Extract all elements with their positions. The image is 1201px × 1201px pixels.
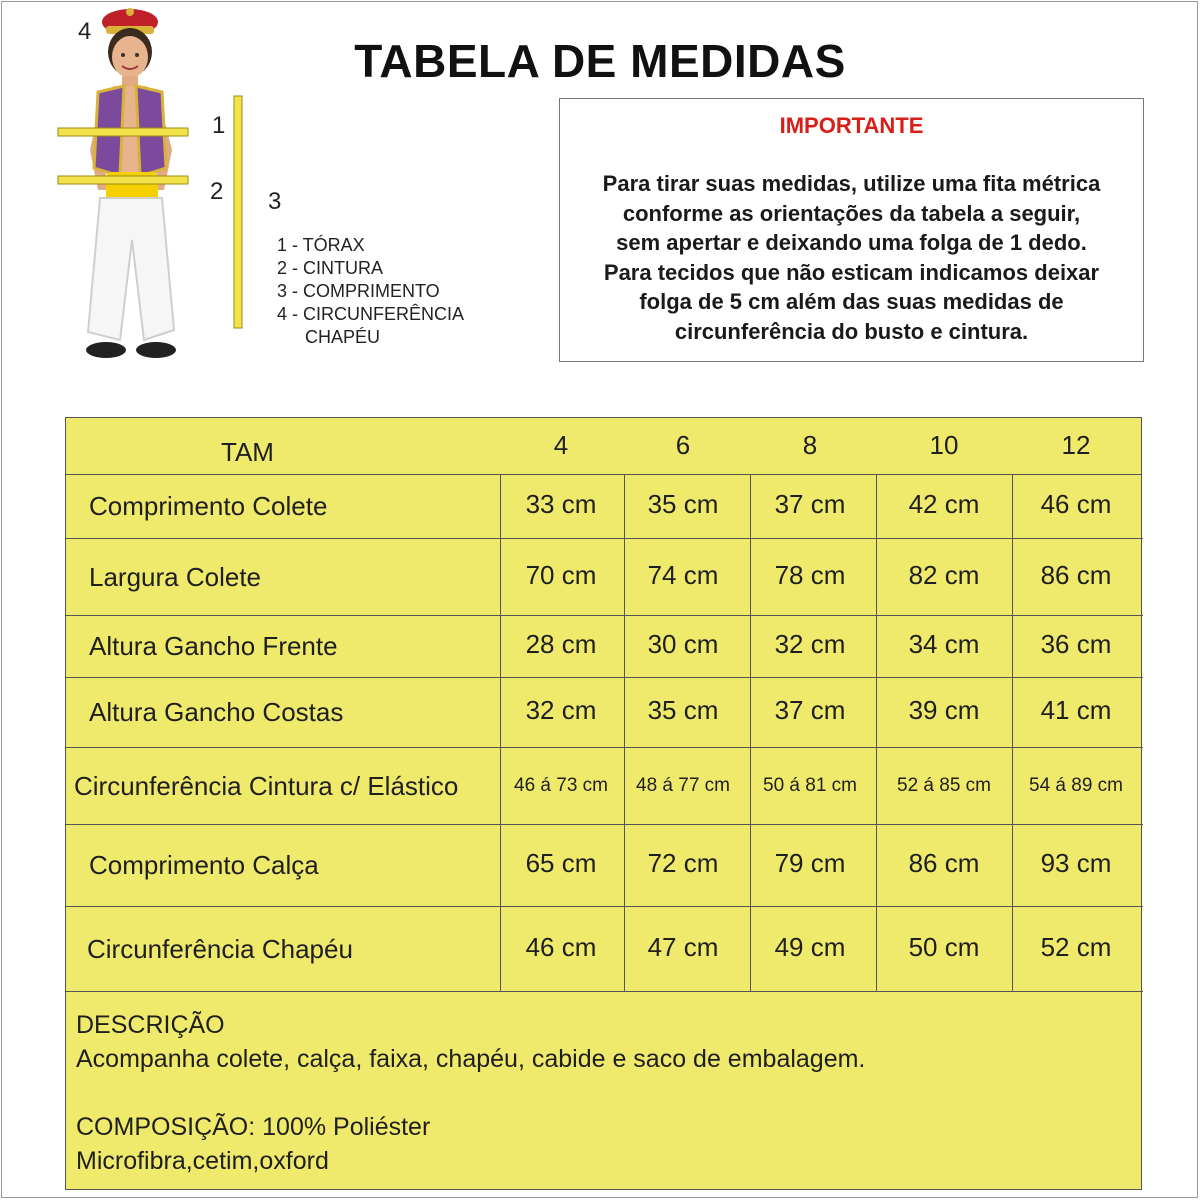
measurement-cell: 46 cm [525,931,597,962]
row-divider [66,906,1143,907]
measurement-cell: 30 cm [647,629,719,659]
row-divider [66,474,1141,475]
measurement-cell: 32 cm [774,629,846,659]
marker-1: 1 [212,112,226,139]
child-costume-illustration [50,0,290,380]
column-divider [624,474,625,991]
measurement-cell: 93 cm [1040,848,1112,878]
measurement-cell: 35 cm [647,695,719,725]
column-divider [750,474,751,991]
legend-item: 1 - TÓRAX [277,235,365,255]
measurement-cell: 42 cm [908,489,980,519]
measurement-cell: 50 cm [908,931,980,962]
important-body [560,169,1143,346]
legend-item: 3 - COMPRIMENTO [277,281,440,301]
measurement-cell: 35 cm [647,489,719,519]
measurement-cell: 39 cm [908,695,980,725]
measurement-cell: 41 cm [1040,695,1112,725]
important-line: conforme as orientações da tabela a seguir, [622,200,1081,226]
row-divider [66,991,1143,992]
marker-4: 4 [78,18,92,45]
row-divider [66,824,1143,825]
size-header: 4 [553,430,569,460]
important-line: circunferência do busto e cintura. [674,318,1029,344]
measurement-cell: 52 cm [1040,931,1112,962]
row-divider [66,615,1143,616]
measurement-cell: 33 cm [525,489,597,519]
measurement-cell: 48 á 77 cm [636,774,730,796]
size-header: 6 [675,430,691,460]
column-divider [500,474,501,991]
measurement-cell: 49 cm [774,931,846,962]
measurement-cell: 72 cm [647,848,719,878]
important-line: Para tecidos que não esticam indicamos deixar [603,259,1100,285]
measurement-cell: 86 cm [908,848,980,878]
measurement-cell: 82 cm [908,559,980,590]
composition-text: Microfibra,cetim,oxford [76,1147,329,1175]
size-table [65,417,1142,1190]
measurement-cell: 37 cm [774,695,846,725]
measurement-cell: 36 cm [1040,629,1112,659]
measurement-legend [277,234,464,349]
description-label: DESCRIÇÃO [76,1011,225,1039]
measurement-cell: 52 á 85 cm [897,774,991,796]
measurement-cell: 86 cm [1040,559,1112,590]
row-divider [66,747,1143,748]
row-divider [66,677,1143,678]
legend-item: 4 - CIRCUNFERÊNCIA [277,304,465,324]
measurement-cell: 74 cm [647,559,719,590]
marker-3: 3 [268,188,282,215]
important-notice [559,98,1144,362]
important-heading: IMPORTANTE [779,113,924,138]
size-header: 8 [802,430,818,460]
important-line: Para tirar suas medidas, utilize uma fita métrica [602,171,1101,196]
measurement-cell: 50 á 81 cm [763,774,857,796]
important-line: sem apertar e deixando uma folga de 1 dedo. [616,230,1087,255]
composition-label: COMPOSIÇÃO: 100% Poliéster [76,1113,431,1141]
measurement-cell: 79 cm [774,848,846,878]
row-label: Altura Gancho Costas [89,697,344,727]
legend-item: 2 - CINTURA [277,258,384,278]
description-text: Acompanha colete, calça, faixa, chapéu, cabide e saco de embalagem. [76,1045,866,1073]
measurement-cell: 54 á 89 cm [1029,774,1123,796]
header-label: TAM [221,437,274,467]
column-divider [1012,474,1013,991]
description-block [76,1008,865,1178]
row-divider [66,538,1143,539]
measurement-cell: 46 á 73 cm [514,774,608,796]
row-label: Altura Gancho Frente [89,631,338,661]
measurement-cell: 78 cm [774,559,846,590]
row-label: Comprimento Colete [89,491,328,521]
marker-2: 2 [210,178,224,205]
legend-item: CHAPÉU [305,327,381,347]
size-header: 12 [1061,430,1091,460]
important-line: folga de 5 cm além das suas medidas de [639,289,1064,314]
row-label: Comprimento Calça [89,850,319,880]
measurement-cell: 28 cm [525,629,597,659]
costume-figure [50,0,290,380]
measurement-cell: 34 cm [908,629,980,659]
measurement-cell: 70 cm [525,559,597,590]
measurement-cell: 47 cm [647,931,719,962]
column-divider [876,474,877,991]
measurement-cell: 37 cm [774,489,846,519]
measurement-cell: 65 cm [525,848,597,878]
size-header: 10 [929,430,959,460]
row-label: Circunferência Cintura c/ Elástico [74,770,459,801]
row-label: Largura Colete [89,561,261,592]
row-label: Circunferência Chapéu [87,933,353,964]
measurement-cell: 46 cm [1040,489,1112,519]
measurement-cell: 32 cm [525,695,597,725]
page-title: TABELA DE MEDIDAS [354,35,846,87]
